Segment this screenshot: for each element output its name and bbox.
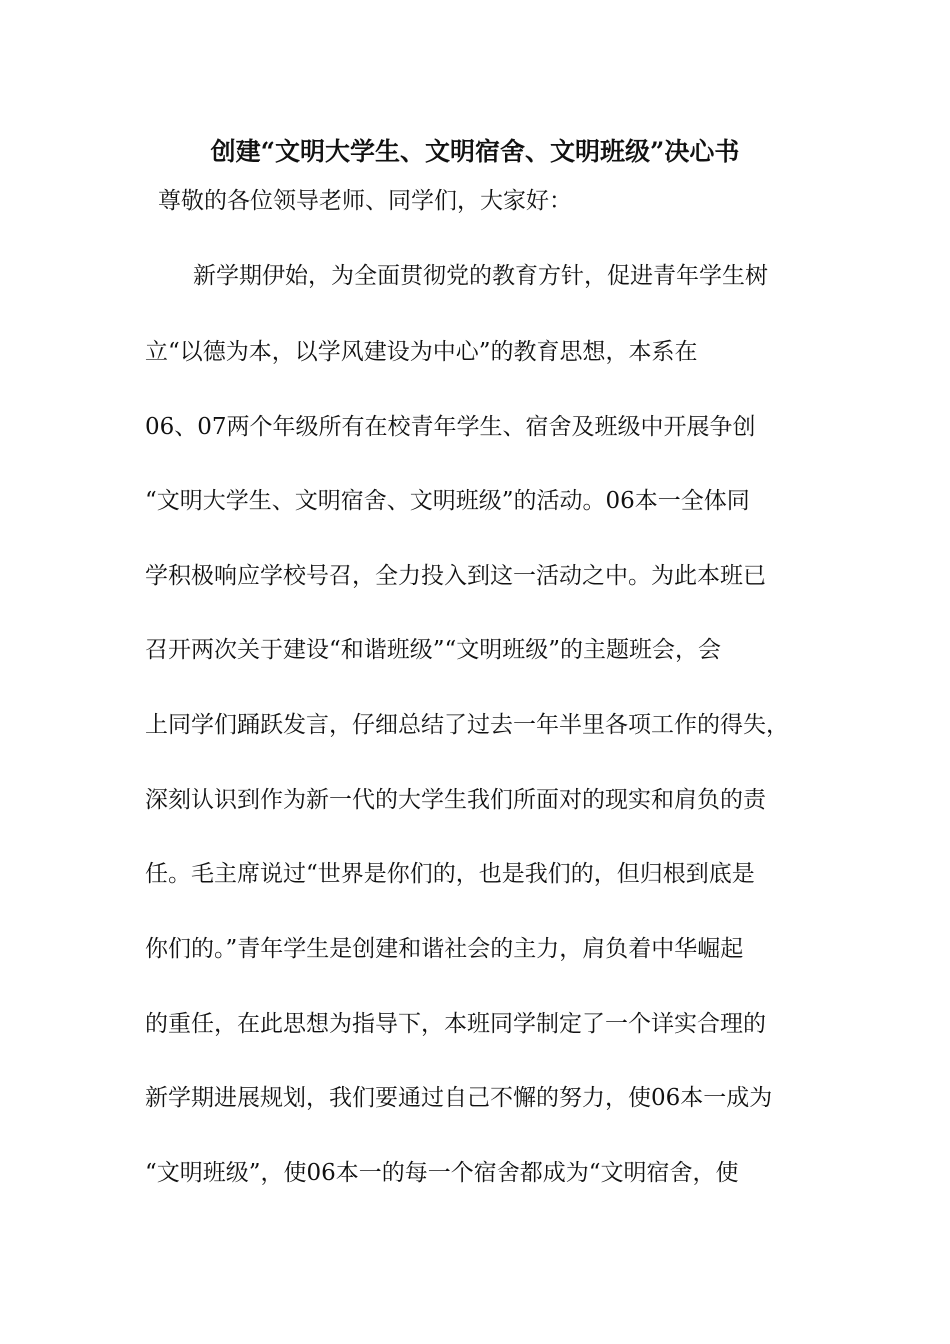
paragraph-line: 任。毛主席说过“世界是你们的，也是我们的，但归根到底是 bbox=[145, 861, 755, 887]
paragraph-line: 新学期伊始，为全面贯彻党的教育方针，促进青年学生树 bbox=[193, 263, 768, 289]
paragraph-line: 新学期进展规划，我们要通过自己不懈的努力，使06本一成为 bbox=[145, 1085, 773, 1111]
paragraph-line: 立“以德为本，以学风建设为中心”的教育思想，本系在 bbox=[145, 339, 698, 365]
paragraph-line: 的重任，在此思想为指导下，本班同学制定了一个详实合理的 bbox=[145, 1011, 766, 1037]
paragraph-line: “文明班级”，使06本一的每一个宿舍都成为“文明宿舍，使 bbox=[145, 1160, 739, 1186]
paragraph-line: “文明大学生、文明宿舍、文明班级”的活动。06本一全体同 bbox=[145, 488, 750, 514]
paragraph-line: 深刻认识到作为新一代的大学生我们所面对的现实和肩负的责 bbox=[145, 787, 766, 813]
paragraph-line: 你们的。”青年学生是创建和谐社会的主力，肩负着中华崛起 bbox=[145, 936, 744, 962]
paragraph-line: 学积极响应学校号召，全力投入到这一活动之中。为此本班已 bbox=[145, 563, 766, 589]
paragraph-line: 召开两次关于建设“和谐班级”“文明班级”的主题班会，会 bbox=[145, 637, 722, 663]
paragraph-line: 06、07两个年级所有在校青年学生、宿舍及班级中开展争创 bbox=[145, 414, 756, 440]
paragraph-line: 上同学们踊跃发言，仔细总结了过去一年半里各项工作的得失， bbox=[145, 712, 789, 738]
document-title: 创建“文明大学生、文明宿舍、文明班级”决心书 bbox=[210, 137, 740, 166]
greeting-line: 尊敬的各位领导老师、同学们，大家好： bbox=[158, 188, 572, 214]
